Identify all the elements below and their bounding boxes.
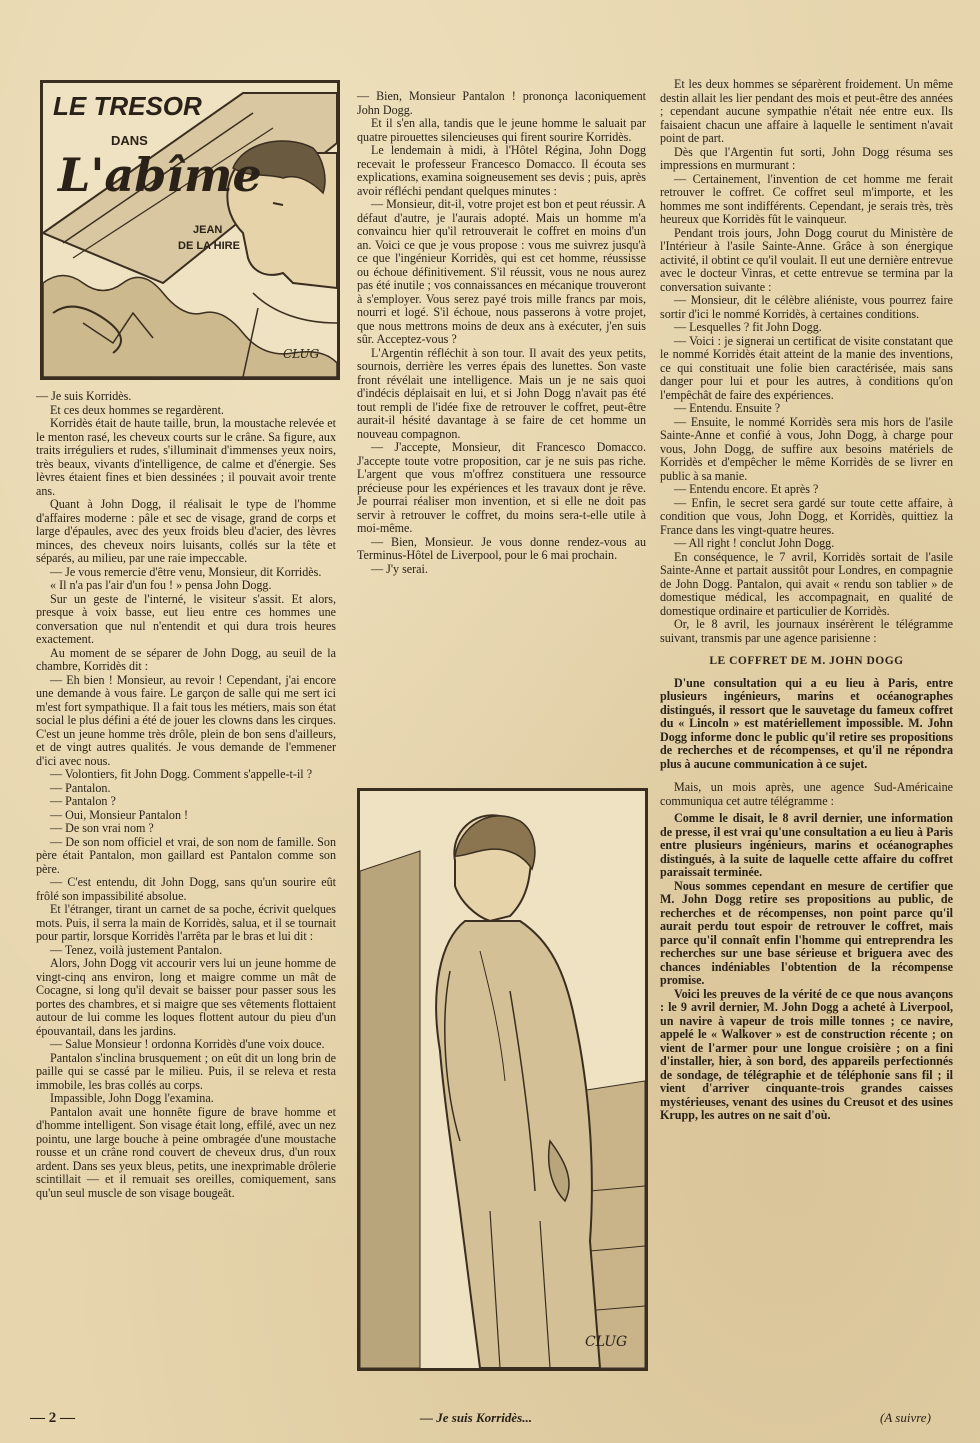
paragraph: Alors, John Dogg vit accourir vers lui un jeune homme de vingt-cinq ans environ, long et maigre comme un mât de Cocagne, si long qu'il devait se baisser pour passer sous les portes des chambres, et si maigre que ses vêtements flottaient autour de lui comme les loques flottent autour du pieu d'un épouvantail, dans les jardins. xyxy=(36,956,336,1038)
paragraph: Or, le 8 avril, les journaux insérèrent le télégramme suivant, transmis par une agence parisienne : xyxy=(660,617,953,645)
paragraph: — Ensuite, le nommé Korridès sera mis hors de l'asile Sainte-Anne et confié à vous, John Dogg, à charge pour vous, John Dogg, de suffire aux besoins matériels de Korridès et d'empêcher le même Korridès de se livrer en public à sa manie. xyxy=(660,414,953,483)
paragraph: Et ces deux hommes se regardèrent. xyxy=(50,402,224,417)
paragraph: — Bien, Monsieur. Je vous donne rendez-vous au Terminus-Hôtel de Liverpool, pour le 6 mai prochain. xyxy=(357,534,646,562)
paragraph: Et l'étranger, tirant un carnet de sa poche, écrivit quelques mots. Puis, il serra la main de Korridès, salua, et il se tournait pour partir, lorsque Korridès l'arrêta par le bras et lui dit : xyxy=(36,902,336,943)
paragraph: — Eh bien ! Monsieur, au revoir ! Cependant, j'ai encore une demande à vous faire. Le garçon de salle qui me sert ici m'est fort sympathique. Il a fait tous les métiers, mais son état social le plus défini a été de jouer les clowns dans les cirques. C'est un jeune homme très drôle, plein de bon sens d'ailleurs, et de vingt autres qualités. Je vous demande de l'emmener d'ici avec nous. xyxy=(36,672,336,768)
continued-note: (A suivre) xyxy=(880,1410,931,1425)
column-1 xyxy=(36,390,336,1200)
paragraph: Pantalon avait une honnête figure de brave homme et d'homme intelligent. Son visage était long, effilé, avec un nez pointu, une large bouche à peine ombragée d'une moustache rousse et un crâne rond couvert de cheveux drus, d'un roux ardent. Dans ses yeux bleus, petits, une inexprimable drôlerie scintillait — et il remuait ses oreilles, comiquement, sans qu'un seul muscle de son visage bougeât. xyxy=(36,1104,336,1200)
title-line2a: DANS xyxy=(111,133,148,148)
illustration1-signature: CLUG xyxy=(283,347,320,361)
paragraph: — Monsieur, dit-il, votre projet est bon et peut réussir. A défaut d'autre, je l'aurais adopté. Mais un homme m'a convaincu hier qu'il retrouverait le coffret en moins d'un an. Voici ce que je vous propose : vous me suivrez jusqu'à ce que l'ingénieur Korridès, qui est cet homme, réussisse ou échoue définitivement. S'il réussit, vous ne nous aurez pas été inutile ; vos connaissances en mécanique trouveront à s'employer. Vous serez payé trois mille francs par mois, nourri et logé. S'il échoue, nous passerons à votre projet, que nous mettrons moins de deux ans à exécuter, j'en suis sûr. Acceptez-vous ? xyxy=(357,197,646,346)
paragraph: — Lesquelles ? fit John Dogg. xyxy=(674,320,822,334)
paragraph: Pendant trois jours, John Dogg courut du Ministère de l'Intérieur à l'asile Sainte-Anne. Grâce à son énergique activité, il obtint ce qu'il voulait. Il eut une dernière entrevue avec le docteur Vinras, et cette entrevue se termina par la conversation suivante : xyxy=(660,225,953,294)
paragraph: Le lendemain à midi, à l'Hôtel Régina, John Dogg recevait le professeur Francesco Domacco. Il écouta ses explications, examina soigneusement ses devis ; puis, après avoir réfléchi pendant quelques minutes : xyxy=(357,143,646,198)
paragraph: — De son nom officiel et vrai, de son nom de famille. Son père était Pantalon, mon gaillard est Pantalon comme son père. xyxy=(36,834,336,876)
paragraph: Dès que l'Argentin fut sorti, John Dogg résuma ses impressions en murmurant : xyxy=(660,144,953,172)
paragraph: — C'est entendu, dit John Dogg, sans qu'un sourire eût frôlé son impassibilité absolue. xyxy=(36,875,336,903)
paragraph: Comme le disait, le 8 avril dernier, une information de presse, il est vrai qu'une consultation a eu lieu à Paris entre plusieurs ingénieurs, marins et océanographes distingués, à la suite de laquelle cette affaire du coffret paraissait terminée. xyxy=(660,811,953,879)
paragraph: Mais, un mois après, une agence Sud-Américaine communiqua cet autre télégramme : xyxy=(660,780,953,808)
title-author1: JEAN xyxy=(193,224,223,236)
paragraph: D'une consultation qui a eu lieu à Paris, entre plusieurs ingénieurs, marins et océanographes distingués, il ressort que le sauvetage du fameux coffret du « Lincoln » est matériellement impossible. M. John Dogg informe donc le public qu'il retire ses propositions de recherches et de récompenses, et qu'il ne répondra plus à aucune communication à ce sujet. xyxy=(660,675,953,771)
paragraph: — Monsieur, dit le célèbre aliéniste, vous pourrez faire sortir d'ici le nommé Korridès, à certaines conditions. xyxy=(660,293,953,321)
paragraph: — Certainement, l'invention de cet homme me ferait retrouver le coffret. Ce coffret seul m'importe, et les hommes me sont indifférents. Cependant, je serais très, très heureux que Korridès fût le vainqueur. xyxy=(660,171,953,226)
paragraph: Et il s'en alla, tandis que le jeune homme le saluait par quatre pirouettes silencieuses qui firent sourire Korridès. xyxy=(357,116,646,144)
paragraph: — Oui, Monsieur Pantalon ! xyxy=(50,807,189,822)
title-illustration xyxy=(40,80,340,380)
paragraph: — Entendu. Ensuite ? xyxy=(674,401,781,415)
paragraph: — Pantalon. xyxy=(50,780,111,795)
man-drawing xyxy=(360,791,645,1368)
paragraph: Au moment de se séparer de John Dogg, au seuil de la chambre, Korridès dit : xyxy=(36,645,336,673)
column-3 xyxy=(660,78,953,1123)
paragraph: L'Argentin réfléchit à son tour. Il avait des yeux petits, sournois, derrière les verres épais des lunettes. Son vaste front révélait une intelligence. Mais un je ne sais quoi d'indécis déplaisait en lui, et si John Dogg n'avait pas été tout rempli de l'idée fixe de retrouver le coffret, peut-être aurait-il hésité davantage à se faire de cet homme un nouveau compagnon. xyxy=(357,345,646,441)
paragraph: — Volontiers, fit John Dogg. Comment s'appelle-t-il ? xyxy=(50,767,313,781)
paragraph: Sur un geste de l'interné, le visiteur s'assit. Et alors, presque à voix basse, eut lieu entre ces hommes une conversation que nul n'entendit et qui dura trois heures exactement. xyxy=(36,591,336,646)
paragraph: Et les deux hommes se séparèrent froidement. Un même destin allait les lier pendant des mois et peut-être des années ; cependant aucune sympathie n'était née entre eux. Ils faisaient chacun une affaire à laquelle le sentiment n'avait point de part. xyxy=(660,77,953,145)
paragraph: — Voici : je signerai un certificat de visite constatant que le nommé Korridès était atteint de la manie des inventions, ce qui constituait une folie bien caractérisée, mais sans danger pour lui et pour les autres, à conditions qu'on l'empêchât de faire des expériences. xyxy=(660,333,953,402)
paragraph: — All right ! conclut John Dogg. xyxy=(674,536,835,550)
paragraph: — De son vrai nom ? xyxy=(50,821,154,835)
paragraph: Quant à John Dogg, il réalisait le type de l'homme d'affaires moderne : pâle et sec de visage, grand de corps et large d'épaules, avec des yeux froids bleu d'acier, des lèvres minces, des cheveux noirs luisants, collés sur la tête et séparés, au milieu, par une raie impeccable. xyxy=(36,497,336,565)
paragraph: Impassible, John Dogg l'examina. xyxy=(50,1091,214,1105)
title-line2b: L'abîme xyxy=(58,148,262,202)
illustration2-signature: CLUG xyxy=(585,1334,628,1350)
paragraph: — Pantalon ? xyxy=(50,794,116,808)
paragraph: Pantalon s'inclina brusquement ; on eût dit un long brin de paille qui se cassé par le milieu. Puis, il se releva et resta immobile, les bras collés au corps. xyxy=(36,1050,336,1092)
man-illustration xyxy=(357,788,648,1371)
paragraph: — Entendu encore. Et après ? xyxy=(674,482,819,496)
paragraph: — Je suis Korridès. xyxy=(36,389,132,403)
page-number: — 2 — xyxy=(30,1410,75,1426)
paragraph: — Tenez, voilà justement Pantalon. xyxy=(50,942,223,957)
paragraph: — Enfin, le secret sera gardé sur toute cette affaire, à condition que vous, John Dogg, et Korridès, quittiez la France dans les vingt-quatre heures. xyxy=(660,495,953,537)
title-author2: DE LA HIRE xyxy=(178,240,240,252)
paragraph: — Bien, Monsieur Pantalon ! prononça laconiquement John Dogg. xyxy=(357,89,646,117)
paragraph: Korridès était de haute taille, brun, la moustache relevée et le menton rasé, les cheveux courts sur le crâne. Sa figure, aux traits irréguliers et rudes, s'illuminait d'immenses yeux noirs, très beaux, vivants d'intelligence, de calme et d'énergie. Ses lèvres étaient fines et bien dessinées ; il pouvait avoir trente ans. xyxy=(36,416,336,498)
column-2 xyxy=(357,90,646,576)
illustration-drawing xyxy=(43,83,337,377)
paragraph: — Je vous remercie d'être venu, Monsieur, dit Korridès. xyxy=(50,564,322,579)
paragraph: En conséquence, le 7 avril, Korridès sortait de l'asile Sainte-Anne et partait aussitôt pour Londres, en compagnie de John Dogg. Pantalon, qui avait « rendu son tablier » de domestique médical, les accompagnait, en qualité de domestique ordinaire et particulier de Korridès. xyxy=(660,549,953,618)
paragraph: Nous sommes cependant en mesure de certifier que M. John Dogg retire ses propositions au public, de recherches et de récompenses, non point parce qu'il aurait perdu tout espoir de retrouver le coffret, mais parce qu'il connaît enfin l'homme qui entreprendra les recherches sur une base sérieuse et briguera avec des chances indéniables l'obtention de la récompense promise. xyxy=(660,878,953,987)
paragraph: « Il n'a pas l'air d'un fou ! » pensa John Dogg. xyxy=(50,578,272,592)
paragraph: — Salue Monsieur ! ordonna Korridès d'une voix douce. xyxy=(50,1037,325,1051)
running-title: — Je suis Korridès... xyxy=(420,1410,532,1425)
paragraph: — J'accepte, Monsieur, dit Francesco Domacco. J'accepte toute votre proposition, car je ne suis pas riche. L'argent que vous m'offrez constituera une ressource précieuse pour les expériences et les travaux dont je rêve. Je pourrai réaliser mon invention, et si elle ne doit pas servir à retrouver le coffret, du moins sera-t-elle utile à moi-même. xyxy=(357,440,646,535)
telegram-headline: LE COFFRET DE M. JOHN DOGG xyxy=(709,655,904,667)
title-line1: LE TRESOR xyxy=(53,91,202,121)
paragraph: Voici les preuves de la vérité de ce que nous avançons : le 9 avril dernier, M. John Dogg a acheté à Liverpool, un navire à vapeur de trois mille tonnes ; ce navire, appelé le « Walkover » est de construction récente ; on vient de l'armer pour une longue croisière ; on a fini d'installer, hier, à son bord, des appareils perfectionnés de sondage, de télégraphie et de téléphonie sans fil ; il vient d'arriver cinquante-trois grandes caisses mystérieuses, venant des usines du Creusot et des usines Krupp, les autres on ne sait d'où. xyxy=(660,986,953,1122)
paragraph: — J'y serai. xyxy=(371,561,428,576)
